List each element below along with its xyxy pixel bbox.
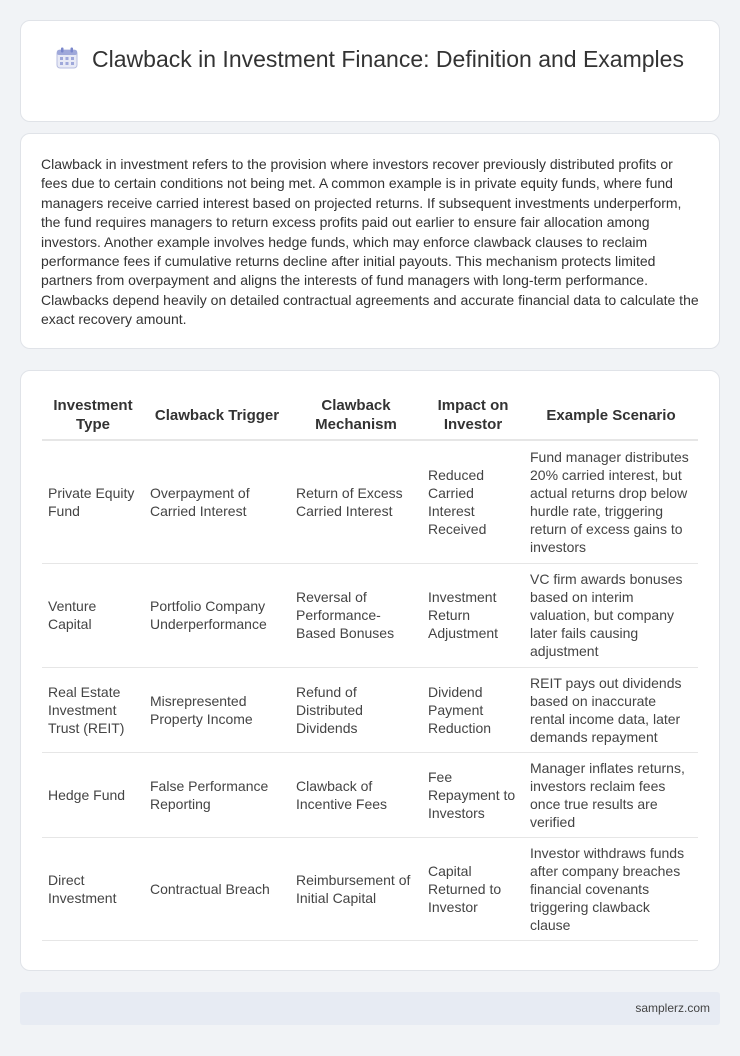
cell-investment-type: Real Estate Investment Trust (REIT) [42, 667, 144, 752]
clawback-table [42, 391, 698, 941]
cell-clawback-trigger: Portfolio Company Underperformance [144, 563, 290, 667]
table-header-row [42, 391, 698, 440]
cell-clawback-trigger: Overpayment of Carried Interest [144, 440, 290, 563]
header-clawback-mechanism: Clawback Mechanism [290, 391, 422, 440]
cell-investment-type: Direct Investment [42, 837, 144, 940]
cell-clawback-trigger: Misrepresented Property Income [144, 667, 290, 752]
page-title [21, 45, 719, 74]
table-row [42, 837, 698, 940]
table-row [42, 667, 698, 752]
cell-example-scenario: VC firm awards bonuses based on interim valuation, but company later fails causing adjustment [524, 563, 698, 667]
cell-clawback-trigger: False Performance Reporting [144, 752, 290, 837]
table-row [42, 563, 698, 667]
cell-example-scenario: REIT pays out dividends based on inaccurate rental income data, later demands repayment [524, 667, 698, 752]
cell-investment-type: Venture Capital [42, 563, 144, 667]
cell-clawback-mechanism: Clawback of Incentive Fees [290, 752, 422, 837]
cell-example-scenario: Manager inflates returns, investors reclaim fees once true results are verified [524, 752, 698, 837]
intro-card [20, 133, 720, 349]
calendar-icon [56, 47, 78, 69]
cell-impact-on-investor: Reduced Carried Interest Received [422, 440, 524, 563]
table-card [20, 370, 720, 971]
table-row [42, 752, 698, 837]
header-investment-type: Investment Type [42, 391, 144, 440]
intro-paragraph: Clawback in investment refers to the provision where investors recover previously distributed profits or fees due to certain conditions not being met. A common example is in private equity funds, where fund managers receive carried interest based on projected returns. If subsequent investments underperform, the fund requires managers to return excess profits paid out earlier to ensure fair allocation among investors. Another example involves hedge funds, which may enforce clawback clauses to reclaim performance fees if cumulative returns decline after initial payouts. This mechanism protects limited partners from overpayment and aligns the interests of fund managers with long-term performance. Clawbacks depend heavily on detailed contractual agreements and accurate financial data to calculate the exact recovery amount. [41, 156, 699, 328]
title-card [20, 20, 720, 122]
table-row [42, 440, 698, 563]
cell-investment-type: Private Equity Fund [42, 440, 144, 563]
cell-example-scenario: Investor withdraws funds after company breaches financial covenants triggering clawback clause [524, 837, 698, 940]
footer-bar [20, 992, 720, 1025]
cell-clawback-mechanism: Refund of Distributed Dividends [290, 667, 422, 752]
cell-clawback-mechanism: Reversal of Performance-Based Bonuses [290, 563, 422, 667]
header-clawback-trigger: Clawback Trigger [144, 391, 290, 440]
page-title-text: Clawback in Investment Finance: Definition and Examples [92, 46, 684, 72]
footer-site-link[interactable]: samplerz.com [635, 1001, 710, 1015]
cell-investment-type: Hedge Fund [42, 752, 144, 837]
cell-impact-on-investor: Capital Returned to Investor [422, 837, 524, 940]
header-example-scenario: Example Scenario [524, 391, 698, 440]
cell-clawback-mechanism: Return of Excess Carried Interest [290, 440, 422, 563]
cell-clawback-mechanism: Reimbursement of Initial Capital [290, 837, 422, 940]
cell-impact-on-investor: Dividend Payment Reduction [422, 667, 524, 752]
cell-clawback-trigger: Contractual Breach [144, 837, 290, 940]
cell-example-scenario: Fund manager distributes 20% carried interest, but actual returns drop below hurdle rate, triggering return of excess gains to investors [524, 440, 698, 563]
cell-impact-on-investor: Fee Repayment to Investors [422, 752, 524, 837]
cell-impact-on-investor: Investment Return Adjustment [422, 563, 524, 667]
header-impact-on-investor: Impact on Investor [422, 391, 524, 440]
